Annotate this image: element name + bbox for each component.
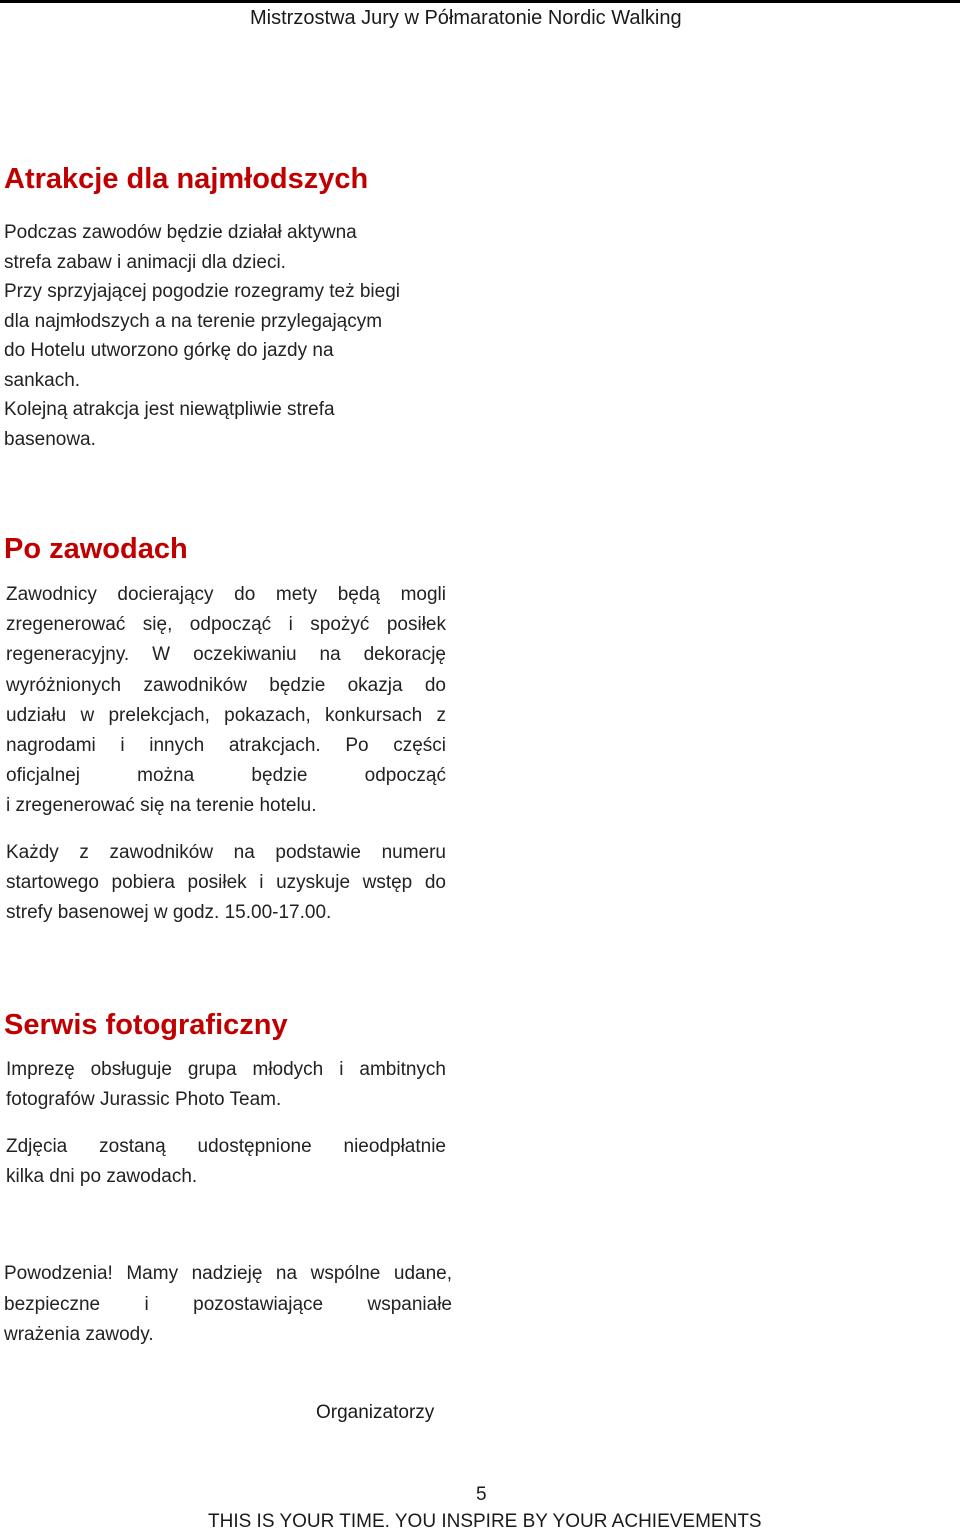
paragraph-po-zawodach-1 <box>6 580 446 822</box>
text-line: dla najmłodszych a na terenie przylegającym <box>4 310 383 332</box>
text-line: sankach. <box>4 369 81 391</box>
heading-serwis: Serwis fotograficzny <box>4 1009 288 1041</box>
text-line: basenowa. <box>4 428 96 450</box>
text-line: kilka dni po zawodach. <box>6 1166 198 1187</box>
paragraph-po-zawodach-2 <box>6 838 446 929</box>
text-line: startowego pobiera posiłek i uzyskuje wstęp do <box>6 872 446 894</box>
text-line: nagrodami i innych atrakcjach. Po części <box>6 735 446 757</box>
text-line: bezpieczne i pozostawiające wspaniałe <box>4 1293 452 1315</box>
text-line: fotografów Jurassic Photo Team. <box>6 1089 282 1110</box>
text-line: wyróżnionych zawodników będzie okazja do <box>6 674 446 696</box>
text-line: Podczas zawodów będzie działał aktywna <box>4 222 357 243</box>
text-line: Imprezę obsługuje grupa młodych i ambitnych <box>6 1059 446 1080</box>
heading-atrakcje: Atrakcje dla najmłodszych <box>4 163 369 195</box>
heading-po-zawodach: Po zawodach <box>4 533 188 565</box>
page-number: 5 <box>476 1484 487 1505</box>
text-line: Powodzenia! Mamy nadzieję na wspólne udane, <box>4 1263 452 1284</box>
signature: Organizatorzy <box>316 1402 435 1423</box>
text-line: i zregenerować się na terenie hotelu. <box>6 795 317 817</box>
text-line: Przy sprzyjającej pogodzie rozegramy też biegi <box>4 281 401 302</box>
header-rule <box>0 0 960 3</box>
footer-slogan: THIS IS YOUR TIME. YOU INSPIRE BY YOUR ACHIEVEMENTS <box>208 1511 762 1532</box>
text-line: Zawodnicy docierający do mety będą mogli <box>6 584 446 605</box>
paragraph-atrakcje <box>4 218 464 454</box>
text-line: strefy basenowej w godz. 15.00-17.00. <box>6 902 332 924</box>
closing-paragraph <box>4 1259 452 1351</box>
text-line: strefa zabaw i animacji dla dzieci. <box>4 251 286 273</box>
text-line: Zdjęcia zostaną udostępnione nieodpłatnie <box>6 1136 446 1157</box>
paragraph-serwis-1 <box>6 1055 446 1115</box>
text-line: regeneracyjny. W oczekiwaniu na dekorację <box>6 644 446 666</box>
text-line: Kolejną atrakcja jest niewątpliwie strefa <box>4 399 335 420</box>
text-line: Każdy z zawodników na podstawie numeru <box>6 842 446 863</box>
running-header: Mistrzostwa Jury w Półmaratonie Nordic Walking <box>250 7 682 29</box>
text-line: udziału w prelekcjach, pokazach, konkursach z <box>6 704 446 726</box>
text-line: oficjalnej można będzie odpocząć <box>6 765 446 787</box>
text-line: do Hotelu utworzono górkę do jazdy na <box>4 340 334 361</box>
text-line: wrażenia zawody. <box>4 1324 154 1345</box>
paragraph-serwis-2 <box>6 1132 446 1192</box>
text-line: zregenerować się, odpocząć i spożyć posiłek <box>6 614 446 636</box>
